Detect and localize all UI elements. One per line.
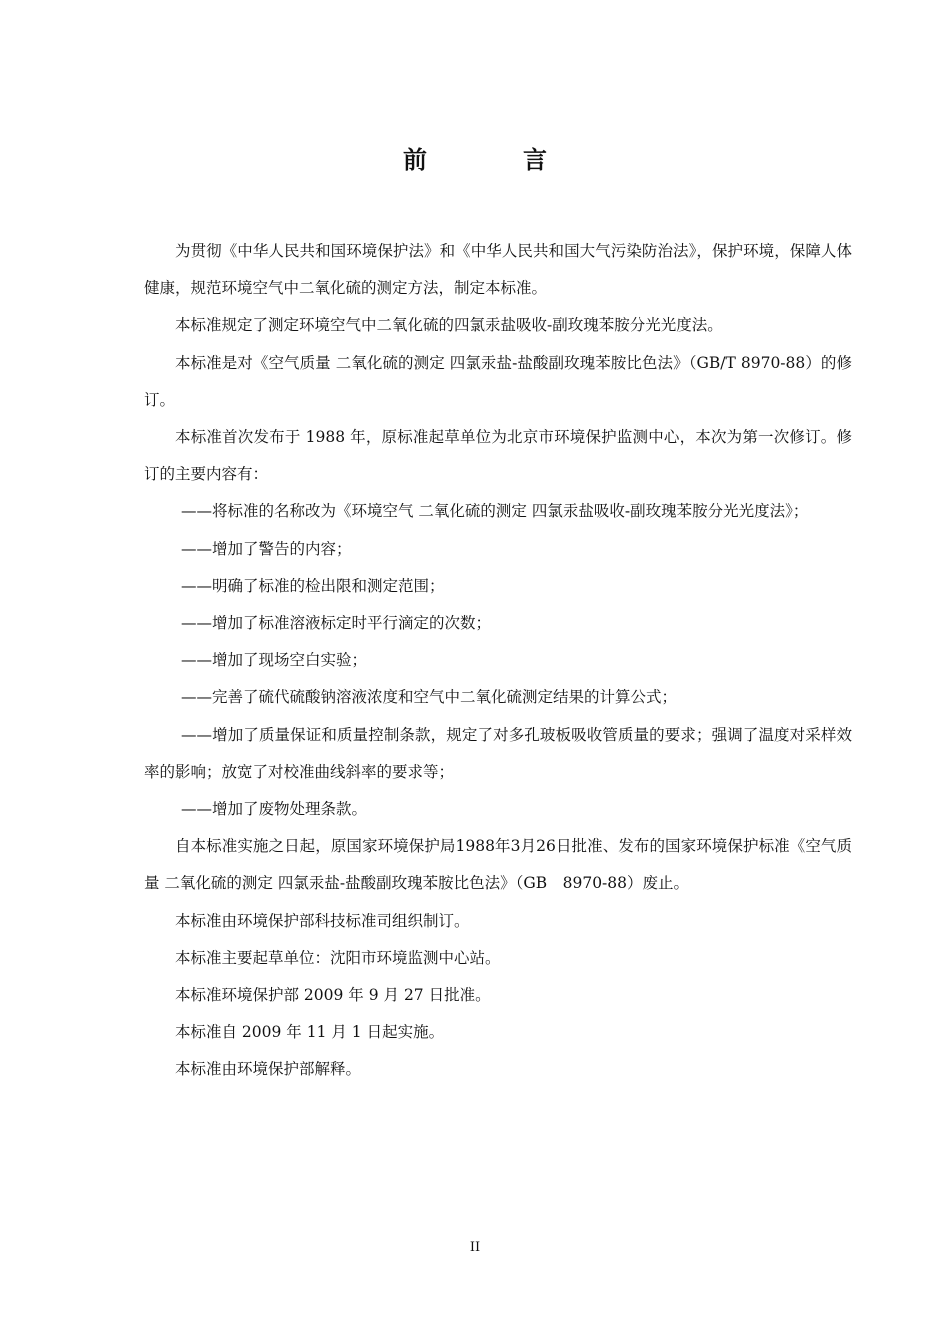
paragraph-purpose: 为贯彻《中华人民共和国环境保护法》和《中华人民共和国大气污染防治法》，保护环境，保障人体健康，规范环境空气中二氧化硫的测定方法，制定本标准。 [144,242,852,298]
paragraph-effective: 本标准自 2009 年 11 月 1 日起实施。 [175,1023,445,1042]
page-number: II [469,1240,481,1255]
foreword-body [144,233,852,1089]
revision-item: ——增加了现场空白实验； [181,651,368,670]
paragraph-supersede: 自本标准实施之日起，原国家环境保护局1988年3月26日批准、发布的国家环境保护标准《空气质量 二氧化硫的测定 四氯汞盐-盐酸副玫瑰苯胺比色法》（GB 8970-88）废止。 [144,837,852,893]
revision-item: ——将标准的名称改为《环境空气 二氧化硫的测定 四氯汞盐吸收-副玫瑰苯胺分光光度法》； [181,502,809,521]
paragraph-interpretation: 本标准由环境保护部解释。 [175,1060,362,1079]
revision-item: ——增加了废物处理条款。 [181,800,368,819]
paragraph-drafter: 本标准主要起草单位：沈阳市环境监测中心站。 [175,948,501,967]
paragraph-revision: 本标准是对《空气质量 二氧化硫的测定 四氯汞盐-盐酸副玫瑰苯胺比色法》（GB/T 8970-88）的修订。 [144,353,852,409]
revision-item: ——增加了警告的内容； [181,539,352,558]
paragraph-organizer: 本标准由环境保护部科技标准司组织制订。 [175,911,470,930]
paragraph-scope: 本标准规定了测定环境空气中二氧化硫的四氯汞盐吸收-副玫瑰苯胺分光光度法。 [175,316,723,335]
revision-item: ——增加了标准溶液标定时平行滴定的次数； [181,614,492,633]
page-title: 前 言 [403,146,583,174]
revision-item: ——明确了标准的检出限和测定范围； [181,576,445,595]
paragraph-approval: 本标准环境保护部 2009 年 9 月 27 日批准。 [175,986,491,1005]
paragraph-history: 本标准首次发布于 1988 年，原标准起草单位为北京市环境保护监测中心，本次为第一次修订。修订的主要内容有： [144,428,852,484]
revision-item: ——完善了硫代硫酸钠溶液浓度和空气中二氧化硫测定结果的计算公式； [181,688,678,707]
revision-item: ——增加了质量保证和质量控制条款，规定了对多孔玻板吸收管质量的要求；强调了温度对采样效率的影响；放宽了对校准曲线斜率的要求等； [144,725,852,781]
